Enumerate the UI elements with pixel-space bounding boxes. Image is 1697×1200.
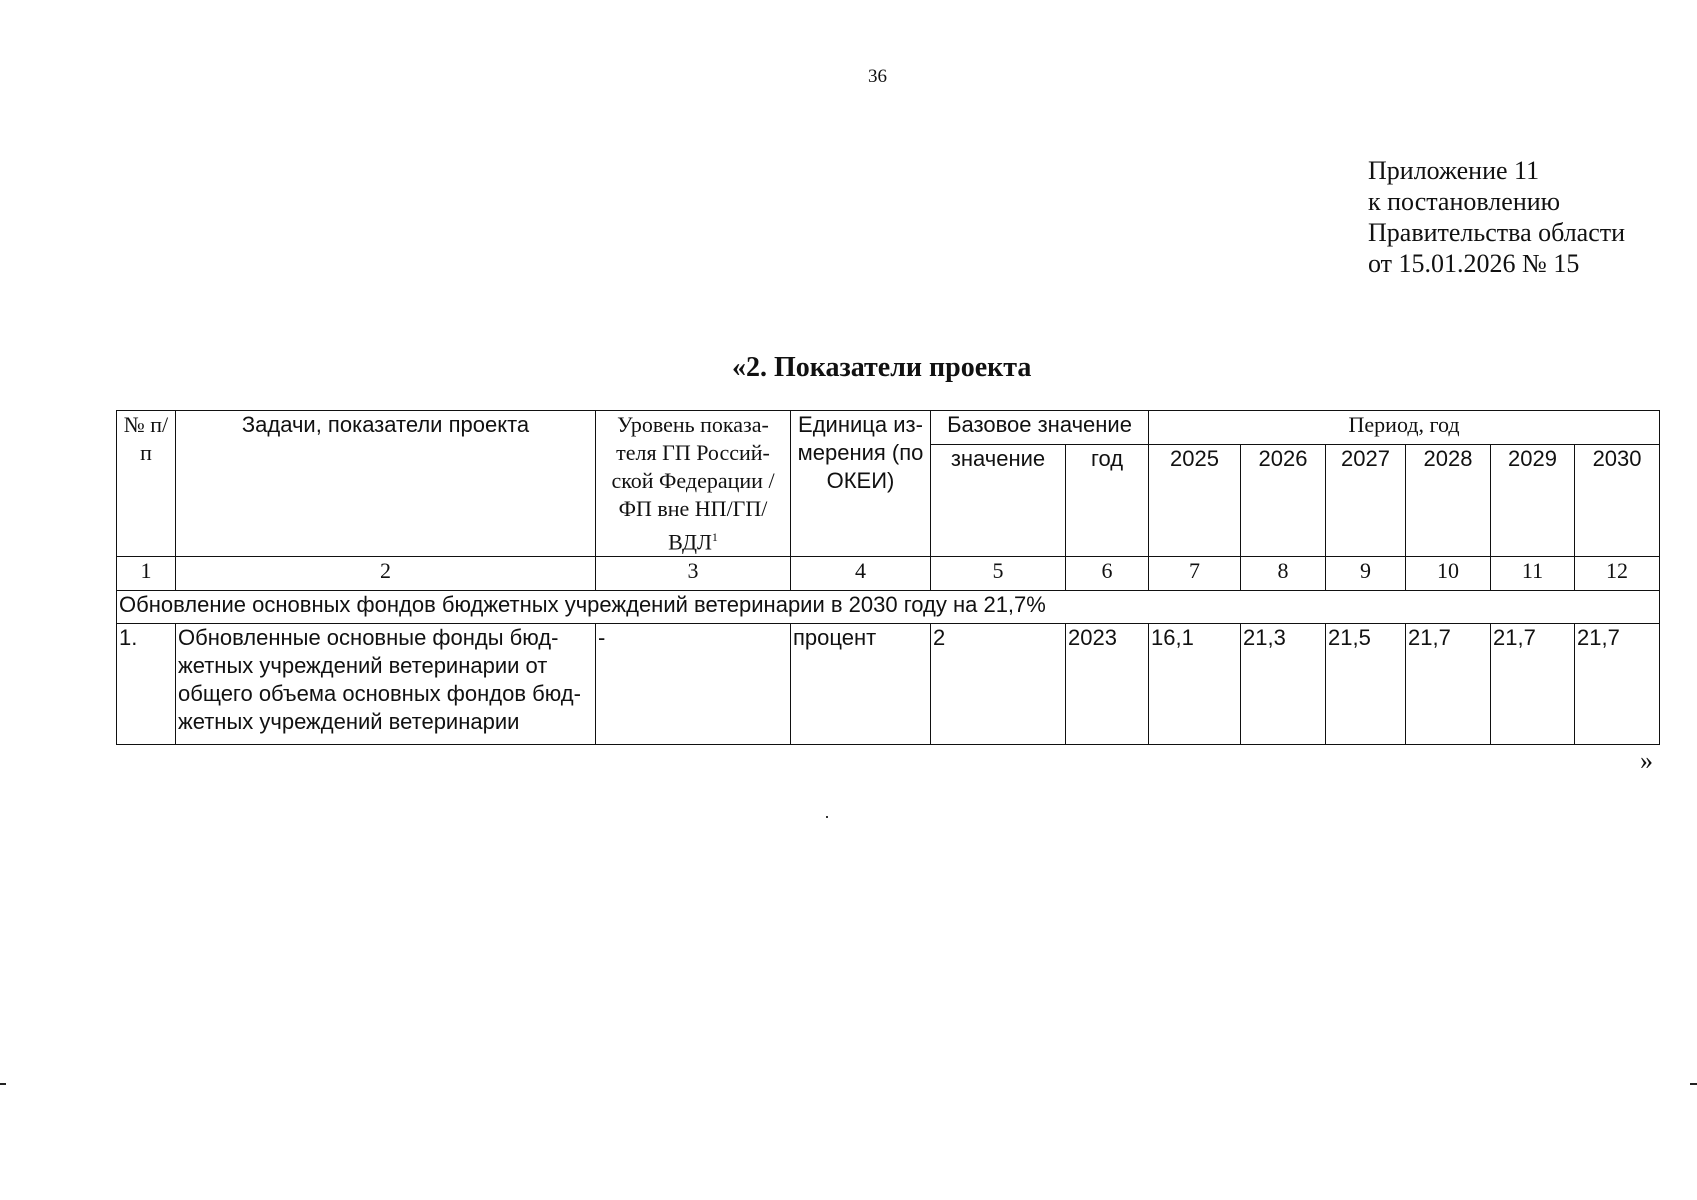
header-period: Период, год [1149, 411, 1660, 445]
column-number: 8 [1241, 557, 1326, 591]
header-tasks: Задачи, показатели проекта [176, 411, 596, 557]
appendix-line-3: Правительства области [1368, 218, 1626, 247]
header-year-2027: 2027 [1326, 444, 1406, 557]
row-value-2027: 21,5 [1326, 624, 1406, 745]
section-title: Обновление основных фондов бюджетных учреждений ветеринарии в 2030 году на 21,7% [117, 591, 1660, 624]
document-title: «2. Показатели проекта [732, 352, 1032, 383]
appendix-line-4: от 15.01.2026 № 15 [1368, 249, 1580, 278]
column-number: 4 [791, 557, 931, 591]
column-number: 10 [1406, 557, 1491, 591]
appendix-line-2: к постановлению [1368, 187, 1561, 216]
row-value-2026: 21,3 [1241, 624, 1326, 745]
row-value-2029: 21,7 [1491, 624, 1575, 745]
header-level-text: Уровень показа-теля ГП Россий-ской Федерации / ФП вне НП/ГП/ВДЛ [611, 412, 775, 555]
row-base-value: 2 [931, 624, 1066, 745]
header-base-value: значение [931, 444, 1066, 557]
column-number: 7 [1149, 557, 1241, 591]
column-number: 2 [176, 557, 596, 591]
header-unit: Единица из-мерения (по ОКЕИ) [791, 411, 931, 557]
row-value-2025: 16,1 [1149, 624, 1241, 745]
row-indicator: Обновленные основные фонды бюд-жетных учреждений ветеринарии от общего объема основных фондов бюд-жетных учреждений ветеринарии [176, 624, 596, 745]
column-number: 5 [931, 557, 1066, 591]
scan-edge-mark-left [0, 1083, 6, 1085]
header-year-2028: 2028 [1406, 444, 1491, 557]
column-number: 11 [1491, 557, 1575, 591]
closing-quote: » [1640, 746, 1653, 775]
header-base-year: год [1066, 444, 1149, 557]
column-number: 9 [1326, 557, 1406, 591]
column-number-row [117, 557, 1660, 591]
header-year-2029: 2029 [1491, 444, 1575, 557]
header-year-2026: 2026 [1241, 444, 1326, 557]
appendix-block [1368, 155, 1625, 279]
header-num: № п/п [117, 411, 176, 557]
header-year-2030: 2030 [1575, 444, 1660, 557]
indicators-table [116, 410, 1660, 745]
row-num: 1. [117, 624, 176, 745]
row-value-2030: 21,7 [1575, 624, 1660, 745]
header-base: Базовое значение [931, 411, 1149, 445]
column-number: 12 [1575, 557, 1660, 591]
table-row [117, 624, 1660, 745]
row-value-2028: 21,7 [1406, 624, 1491, 745]
row-unit: процент [791, 624, 931, 745]
appendix-line-1: Приложение 11 [1368, 156, 1540, 185]
header-level [596, 411, 791, 557]
scan-edge-mark-right [1690, 1083, 1697, 1085]
column-number: 6 [1066, 557, 1149, 591]
row-level: - [596, 624, 791, 745]
scan-speck [826, 816, 828, 818]
page-number: 36 [868, 66, 887, 87]
row-base-year: 2023 [1066, 624, 1149, 745]
header-year-2025: 2025 [1149, 444, 1241, 557]
column-number: 1 [117, 557, 176, 591]
column-number: 3 [596, 557, 791, 591]
footnote-marker: 1 [711, 530, 718, 544]
